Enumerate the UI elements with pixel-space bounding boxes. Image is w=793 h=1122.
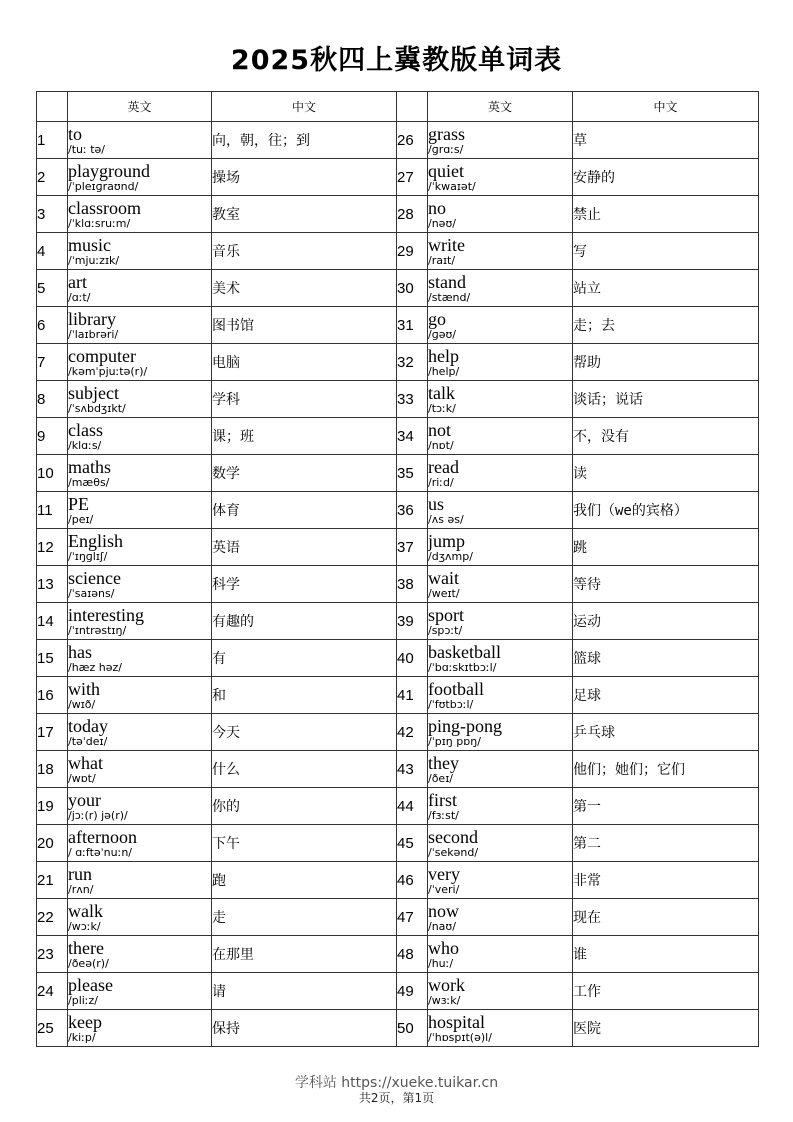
phonetic: / ɑːftəˈnuːn/	[68, 845, 133, 859]
phonetic: /stænd/	[428, 290, 471, 304]
word-cell	[68, 159, 212, 196]
chinese-meaning: 图书馆	[212, 307, 397, 344]
phonetic: /hæz həz/	[68, 660, 122, 674]
phonetic: /ˈpleɪɡraʊnd/	[68, 179, 139, 193]
phonetic: /ðeə(r)/	[68, 956, 109, 970]
chinese-meaning: 乒乓球	[573, 714, 759, 751]
phonetic: /ˈmjuːzɪk/	[68, 253, 120, 267]
header-num-right	[397, 92, 428, 122]
chinese-meaning: 运动	[573, 603, 759, 640]
word-cell	[428, 233, 573, 270]
word-cell	[428, 418, 573, 455]
english-word: sport	[428, 604, 464, 625]
word-cell	[428, 862, 573, 899]
word-number: 31	[397, 307, 428, 344]
table-row	[37, 196, 759, 233]
chinese-meaning: 足球	[573, 677, 759, 714]
word-cell	[428, 788, 573, 825]
word-number: 42	[397, 714, 428, 751]
word-cell	[68, 122, 212, 159]
english-word: second	[428, 826, 478, 847]
word-cell	[428, 344, 573, 381]
word-number: 38	[397, 566, 428, 603]
english-word: there	[68, 937, 104, 958]
phonetic: /jɔː(r) jə(r)/	[68, 808, 128, 822]
phonetic: /ˈhɒspɪt(ə)l/	[428, 1030, 492, 1044]
word-cell	[68, 1010, 212, 1047]
chinese-meaning: 第二	[573, 825, 759, 862]
word-cell	[68, 936, 212, 973]
english-word: basketball	[428, 641, 501, 662]
english-word: first	[428, 789, 457, 810]
word-cell	[428, 122, 573, 159]
word-number: 7	[37, 344, 68, 381]
word-number: 49	[397, 973, 428, 1010]
chinese-meaning: 跑	[212, 862, 397, 899]
chinese-meaning: 现在	[573, 899, 759, 936]
word-number: 41	[397, 677, 428, 714]
word-number: 16	[37, 677, 68, 714]
word-cell	[68, 751, 212, 788]
phonetic: /ˈklɑːsruːm/	[68, 216, 131, 230]
word-cell	[68, 492, 212, 529]
phonetic: /ɡəʊ/	[428, 327, 456, 341]
word-cell	[68, 677, 212, 714]
english-word: playground	[68, 160, 150, 181]
word-number: 43	[397, 751, 428, 788]
table-row	[37, 603, 759, 640]
table-row	[37, 566, 759, 603]
english-word: stand	[428, 271, 466, 292]
word-cell	[68, 381, 212, 418]
word-number: 20	[37, 825, 68, 862]
chinese-meaning: 在那里	[212, 936, 397, 973]
table-row	[37, 122, 759, 159]
english-word: ping-pong	[428, 715, 502, 736]
word-number: 26	[397, 122, 428, 159]
word-number: 4	[37, 233, 68, 270]
english-word: has	[68, 641, 92, 662]
chinese-meaning: 课；班	[212, 418, 397, 455]
phonetic: /ˈbɑːskɪtbɔːl/	[428, 660, 497, 674]
word-cell	[428, 677, 573, 714]
table-row	[37, 344, 759, 381]
chinese-meaning: 学科	[212, 381, 397, 418]
table-row	[37, 936, 759, 973]
chinese-meaning: 篮球	[573, 640, 759, 677]
table-row	[37, 677, 759, 714]
phonetic: /wɜːk/	[428, 993, 461, 1007]
chinese-meaning: 禁止	[573, 196, 759, 233]
english-word: maths	[68, 456, 111, 477]
table-row	[37, 381, 759, 418]
word-number: 36	[397, 492, 428, 529]
table-row	[37, 862, 759, 899]
phonetic: /spɔːt/	[428, 623, 463, 637]
chinese-meaning: 谁	[573, 936, 759, 973]
phonetic: /kiːp/	[68, 1030, 96, 1044]
word-cell	[428, 196, 573, 233]
word-cell	[428, 270, 573, 307]
phonetic: /təˈdeɪ/	[68, 734, 108, 748]
english-word: read	[428, 456, 459, 477]
table-row	[37, 714, 759, 751]
chinese-meaning: 工作	[573, 973, 759, 1010]
word-number: 13	[37, 566, 68, 603]
table-row	[37, 788, 759, 825]
english-word: your	[68, 789, 101, 810]
chinese-meaning: 医院	[573, 1010, 759, 1047]
chinese-meaning: 安静的	[573, 159, 759, 196]
word-number: 24	[37, 973, 68, 1010]
chinese-meaning: 电脑	[212, 344, 397, 381]
table-header-row	[37, 92, 759, 122]
chinese-meaning: 今天	[212, 714, 397, 751]
word-number: 33	[397, 381, 428, 418]
chinese-meaning: 第一	[573, 788, 759, 825]
english-word: science	[68, 567, 121, 588]
phonetic: /nɒt/	[428, 438, 454, 452]
english-word: no	[428, 197, 446, 218]
word-number: 40	[397, 640, 428, 677]
english-word: with	[68, 678, 101, 699]
chinese-meaning: 音乐	[212, 233, 397, 270]
phonetic: /help/	[428, 364, 460, 378]
word-cell	[68, 307, 212, 344]
english-word: hospital	[428, 1011, 485, 1032]
english-word: work	[428, 974, 465, 995]
english-word: interesting	[68, 604, 144, 625]
word-number: 44	[397, 788, 428, 825]
chinese-meaning: 你的	[212, 788, 397, 825]
english-word: wait	[428, 567, 459, 588]
chinese-meaning: 美术	[212, 270, 397, 307]
chinese-meaning: 走	[212, 899, 397, 936]
chinese-meaning: 谈话；说话	[573, 381, 759, 418]
chinese-meaning: 什么	[212, 751, 397, 788]
phonetic: /peɪ/	[68, 512, 94, 526]
word-number: 34	[397, 418, 428, 455]
table-row	[37, 270, 759, 307]
word-number: 39	[397, 603, 428, 640]
chinese-meaning: 等待	[573, 566, 759, 603]
word-cell	[68, 603, 212, 640]
page-title: 2025秋四上冀教版单词表	[230, 45, 563, 76]
word-cell	[68, 233, 212, 270]
word-cell	[68, 270, 212, 307]
chinese-meaning: 体育	[212, 492, 397, 529]
word-cell	[428, 1010, 573, 1047]
footer-source: 学科站 https://xueke.tuikar.cn	[294, 1075, 499, 1091]
chinese-meaning: 和	[212, 677, 397, 714]
chinese-meaning: 操场	[212, 159, 397, 196]
table-row	[37, 418, 759, 455]
english-word: PE	[68, 493, 90, 514]
english-word: who	[428, 937, 459, 958]
word-number: 32	[397, 344, 428, 381]
word-number: 10	[37, 455, 68, 492]
word-number: 48	[397, 936, 428, 973]
phonetic: /ˈlaɪbrəri/	[68, 327, 119, 341]
word-number: 50	[397, 1010, 428, 1047]
table-row	[37, 455, 759, 492]
word-cell	[428, 492, 573, 529]
word-cell	[428, 825, 573, 862]
word-number: 8	[37, 381, 68, 418]
word-number: 47	[397, 899, 428, 936]
english-word: music	[68, 234, 111, 255]
phonetic: /tuː tə/	[68, 142, 105, 156]
chinese-meaning: 站立	[573, 270, 759, 307]
phonetic: /rʌn/	[68, 882, 94, 896]
word-cell	[68, 529, 212, 566]
chinese-meaning: 帮助	[573, 344, 759, 381]
word-cell	[68, 566, 212, 603]
word-number: 3	[37, 196, 68, 233]
english-word: very	[428, 863, 460, 884]
word-number: 14	[37, 603, 68, 640]
word-number: 12	[37, 529, 68, 566]
english-word: not	[428, 419, 452, 440]
english-word: art	[68, 271, 87, 292]
word-number: 6	[37, 307, 68, 344]
chinese-meaning: 走；去	[573, 307, 759, 344]
word-cell	[68, 418, 212, 455]
phonetic: /pliːz/	[68, 993, 98, 1007]
phonetic: /naʊ/	[428, 919, 456, 933]
word-cell	[428, 899, 573, 936]
word-number: 28	[397, 196, 428, 233]
english-word: English	[68, 530, 124, 551]
word-cell	[68, 973, 212, 1010]
word-number: 35	[397, 455, 428, 492]
english-word: subject	[68, 382, 119, 403]
word-cell	[428, 973, 573, 1010]
english-word: write	[428, 234, 465, 255]
phonetic: /wɪð/	[68, 697, 96, 711]
word-cell	[428, 751, 573, 788]
english-word: walk	[68, 900, 103, 921]
phonetic: /ʌs əs/	[428, 512, 464, 526]
english-word: today	[68, 715, 108, 736]
phonetic: /wɒt/	[68, 771, 96, 785]
table-row	[37, 233, 759, 270]
phonetic: /ˈɪŋɡlɪʃ/	[68, 549, 108, 563]
chinese-meaning: 草	[573, 122, 759, 159]
word-number: 18	[37, 751, 68, 788]
chinese-meaning: 科学	[212, 566, 397, 603]
phonetic: /ˈfʊtbɔːl/	[428, 697, 474, 711]
phonetic: /mæθs/	[68, 475, 110, 489]
chinese-meaning: 数学	[212, 455, 397, 492]
english-word: talk	[428, 382, 455, 403]
phonetic: /ˈpɪŋ pɒŋ/	[428, 734, 481, 748]
phonetic: /ˈkwaɪət/	[428, 179, 476, 193]
word-number: 27	[397, 159, 428, 196]
word-number: 19	[37, 788, 68, 825]
chinese-meaning: 下午	[212, 825, 397, 862]
chinese-meaning: 他们；她们；它们	[573, 751, 759, 788]
header-english-right: 英文	[428, 92, 573, 122]
english-word: they	[428, 752, 459, 773]
english-word: help	[428, 345, 459, 366]
chinese-meaning: 写	[573, 233, 759, 270]
phonetic: /kəmˈpjuːtə(r)/	[68, 364, 148, 378]
phonetic: /weɪt/	[428, 586, 460, 600]
word-number: 22	[37, 899, 68, 936]
english-word: please	[68, 974, 113, 995]
word-number: 46	[397, 862, 428, 899]
word-number: 15	[37, 640, 68, 677]
chinese-meaning: 请	[212, 973, 397, 1010]
word-cell	[68, 899, 212, 936]
chinese-meaning: 有	[212, 640, 397, 677]
word-number: 1	[37, 122, 68, 159]
english-word: jump	[428, 530, 466, 551]
english-word: us	[428, 493, 445, 514]
english-word: what	[68, 752, 103, 773]
word-cell	[68, 455, 212, 492]
english-word: afternoon	[68, 826, 137, 847]
table-row	[37, 529, 759, 566]
phonetic: /nəʊ/	[428, 216, 456, 230]
word-cell	[428, 455, 573, 492]
table-row	[37, 307, 759, 344]
word-cell	[428, 714, 573, 751]
english-word: football	[428, 678, 484, 699]
chinese-meaning: 英语	[212, 529, 397, 566]
word-number: 30	[397, 270, 428, 307]
word-number: 17	[37, 714, 68, 751]
phonetic: /wɔːk/	[68, 919, 101, 933]
word-cell	[68, 714, 212, 751]
word-number: 2	[37, 159, 68, 196]
phonetic: /ˈsʌbdʒɪkt/	[68, 401, 126, 415]
word-cell	[68, 825, 212, 862]
chinese-meaning: 我们（we的宾格）	[573, 492, 759, 529]
table-body	[37, 122, 759, 1047]
english-word: run	[68, 863, 92, 884]
table-row	[37, 899, 759, 936]
phonetic: /klɑːs/	[68, 438, 102, 452]
table-row	[37, 973, 759, 1010]
chinese-meaning: 不，没有	[573, 418, 759, 455]
english-word: go	[428, 308, 446, 329]
table-row	[37, 640, 759, 677]
english-word: classroom	[68, 197, 141, 218]
chinese-meaning: 非常	[573, 862, 759, 899]
phonetic: /ɑːt/	[68, 290, 91, 304]
chinese-meaning: 读	[573, 455, 759, 492]
chinese-meaning: 保持	[212, 1010, 397, 1047]
word-cell	[428, 603, 573, 640]
phonetic: /ðeɪ/	[428, 771, 453, 785]
word-cell	[428, 307, 573, 344]
word-cell	[68, 640, 212, 677]
header-chinese-left: 中文	[212, 92, 397, 122]
header-num-left	[37, 92, 68, 122]
word-number: 5	[37, 270, 68, 307]
header-english-left: 英文	[68, 92, 212, 122]
word-cell	[68, 344, 212, 381]
chinese-meaning: 有趣的	[212, 603, 397, 640]
phonetic: /tɔːk/	[428, 401, 456, 415]
phonetic: /ɡrɑːs/	[428, 142, 464, 156]
word-number: 21	[37, 862, 68, 899]
word-cell	[68, 862, 212, 899]
table-row	[37, 751, 759, 788]
phonetic: /ˈveri/	[428, 882, 460, 896]
phonetic: /ˈɪntrəstɪŋ/	[68, 623, 127, 637]
footer-page-number: 共2页，第1页	[358, 1091, 435, 1105]
english-word: computer	[68, 345, 136, 366]
header-chinese-right: 中文	[573, 92, 759, 122]
word-cell	[68, 788, 212, 825]
table-row	[37, 159, 759, 196]
word-cell	[428, 529, 573, 566]
word-number: 23	[37, 936, 68, 973]
chinese-meaning: 教室	[212, 196, 397, 233]
english-word: grass	[428, 123, 465, 144]
word-number: 45	[397, 825, 428, 862]
table-row	[37, 1010, 759, 1047]
english-word: quiet	[428, 160, 464, 181]
word-number: 25	[37, 1010, 68, 1047]
word-cell	[68, 196, 212, 233]
word-cell	[428, 566, 573, 603]
word-cell	[428, 936, 573, 973]
table-row	[37, 825, 759, 862]
word-cell	[428, 159, 573, 196]
phonetic: /riːd/	[428, 475, 454, 489]
chinese-meaning: 向，朝，往；到	[212, 122, 397, 159]
word-cell	[428, 640, 573, 677]
english-word: keep	[68, 1011, 102, 1032]
word-number: 11	[37, 492, 68, 529]
word-cell	[428, 381, 573, 418]
phonetic: /huː/	[428, 956, 454, 970]
phonetic: /raɪt/	[428, 253, 456, 267]
chinese-meaning: 跳	[573, 529, 759, 566]
word-number: 29	[397, 233, 428, 270]
phonetic: /fɜːst/	[428, 808, 459, 822]
english-word: to	[68, 123, 83, 144]
phonetic: /ˈsekənd/	[428, 845, 479, 859]
phonetic: /dʒʌmp/	[428, 549, 473, 563]
word-number: 37	[397, 529, 428, 566]
phonetic: /ˈsaɪəns/	[68, 586, 115, 600]
english-word: now	[428, 900, 459, 921]
vocabulary-table	[36, 91, 759, 1047]
word-number: 9	[37, 418, 68, 455]
table-row	[37, 492, 759, 529]
english-word: library	[68, 308, 116, 329]
english-word: class	[68, 419, 103, 440]
